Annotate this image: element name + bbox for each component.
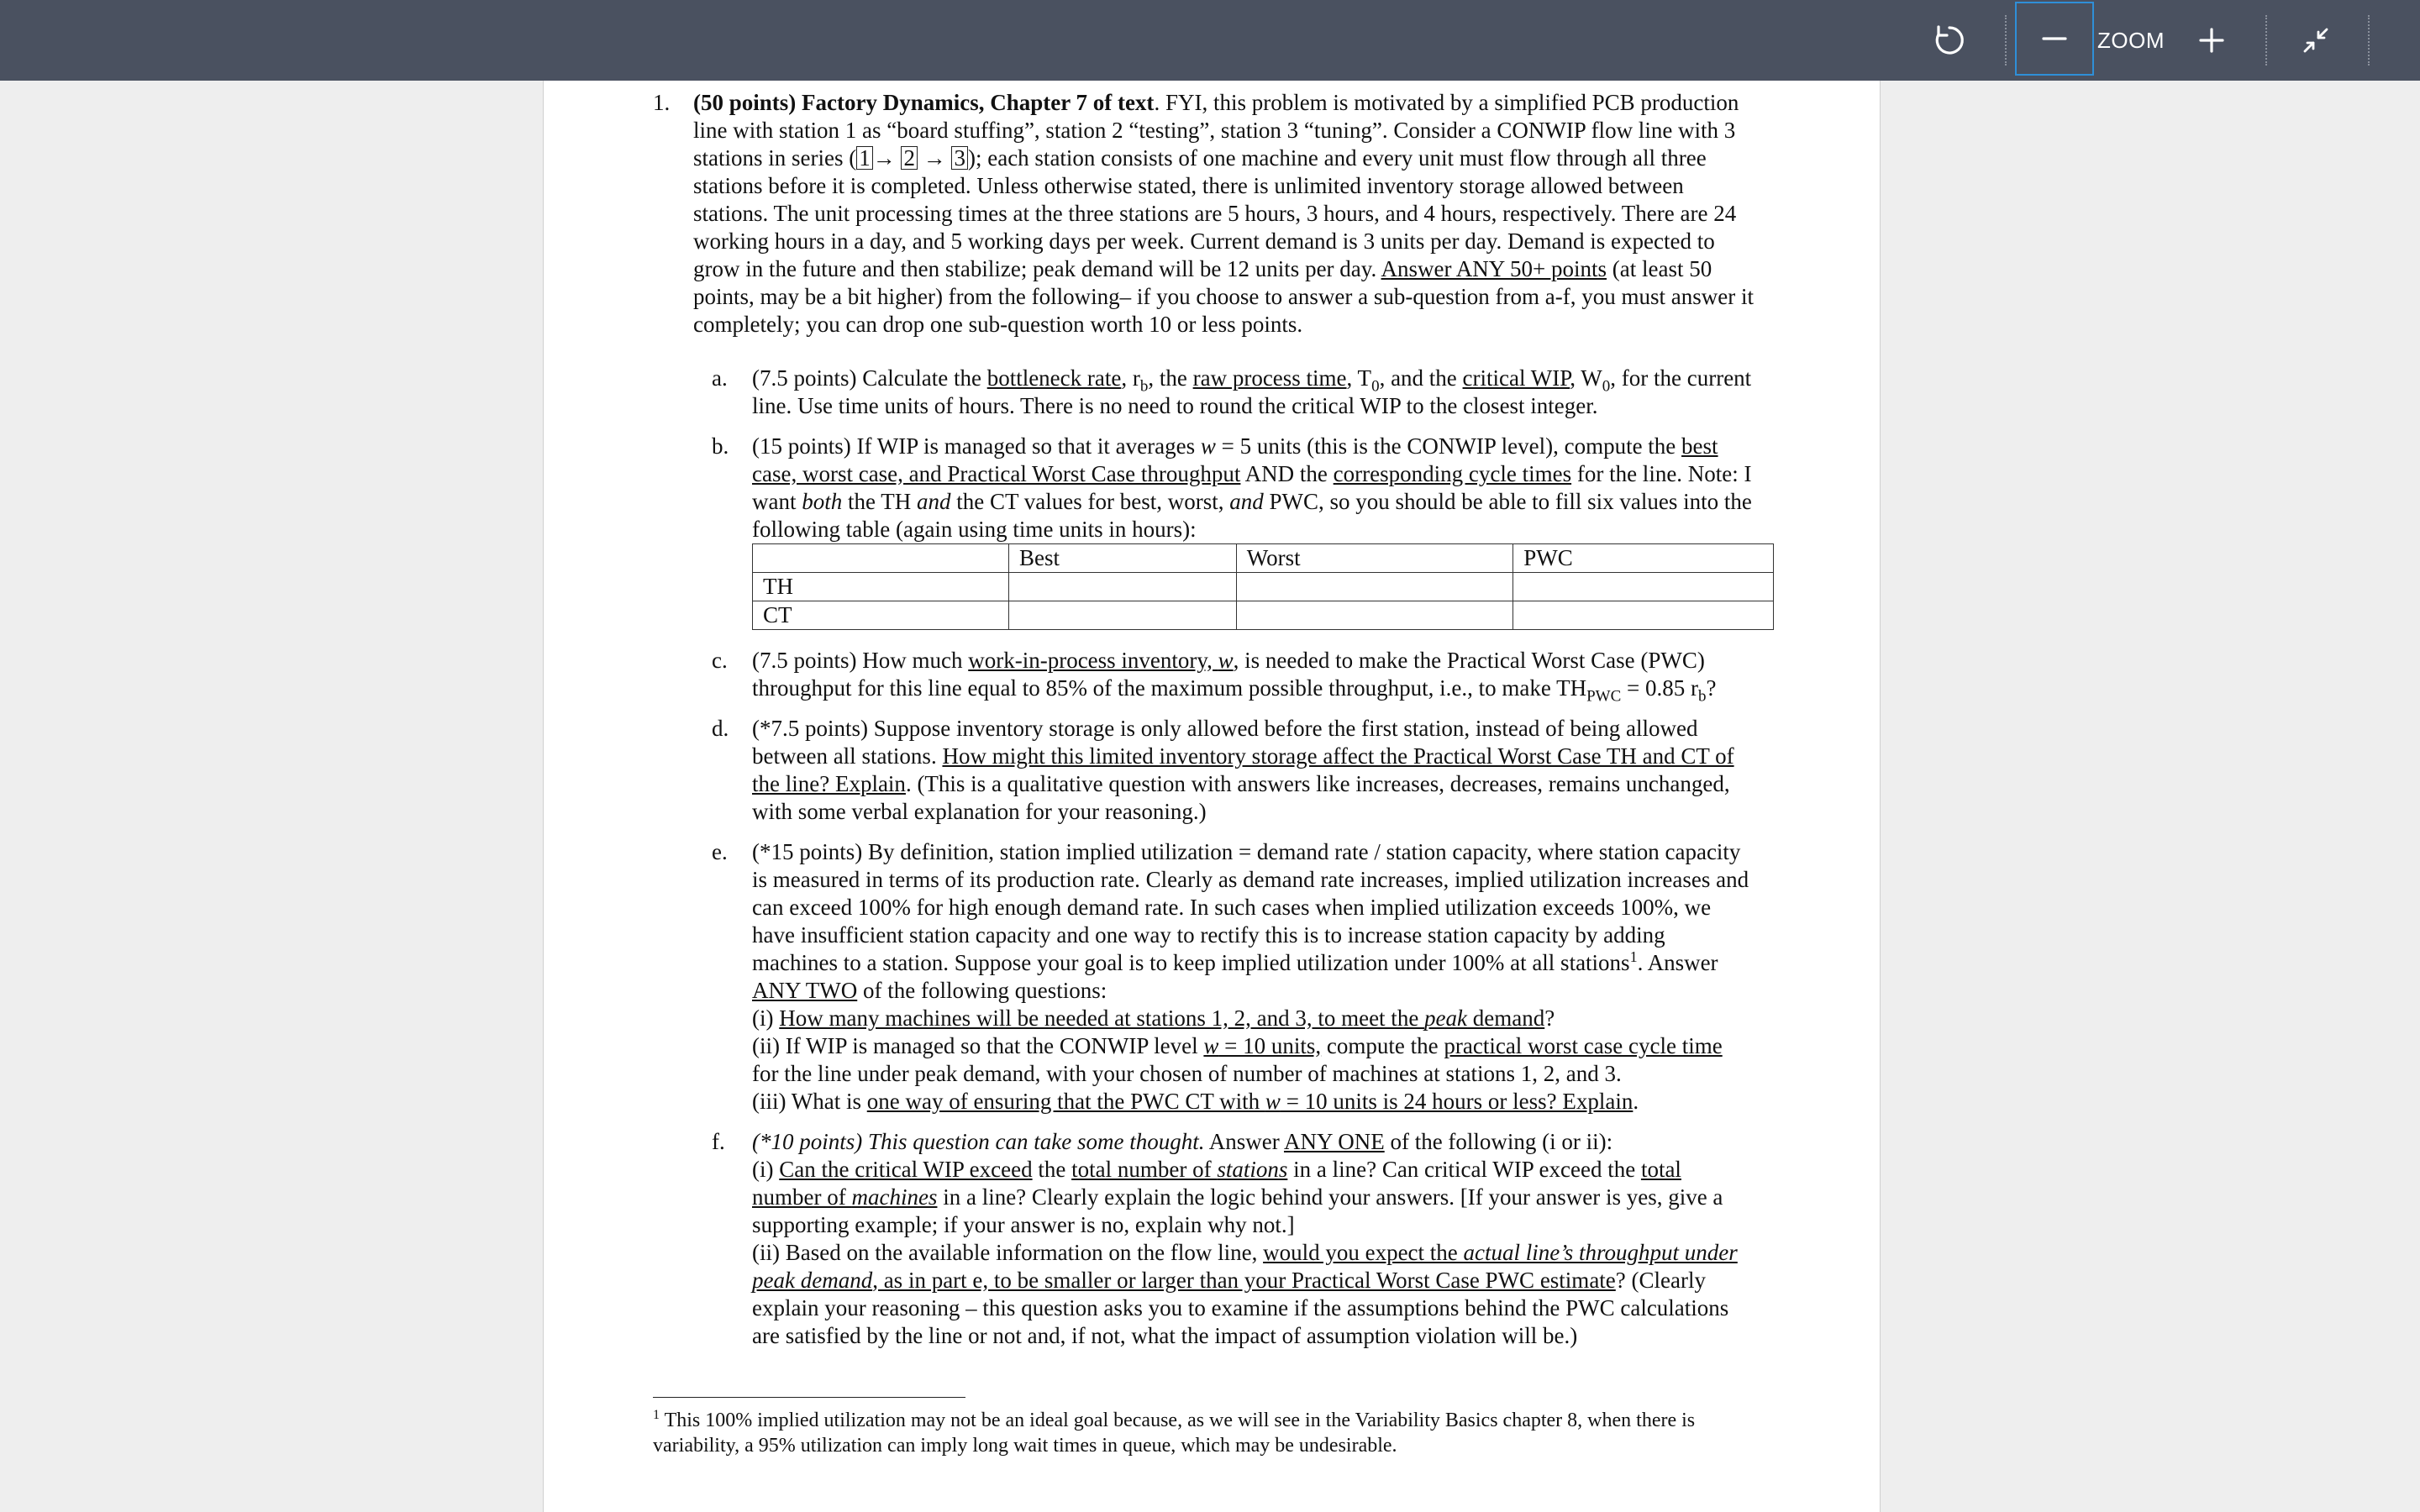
plus-icon — [2197, 26, 2226, 55]
text: (i) — [752, 1005, 780, 1031]
text: , W — [1570, 365, 1602, 391]
text — [968, 648, 1239, 673]
table-header-row — [753, 544, 1774, 573]
text: work-in-process inventory, — [968, 648, 1218, 673]
zoom-in-button[interactable] — [2186, 18, 2237, 62]
arrow: → — [923, 145, 946, 171]
question-text: . FYI, this problem is motivated by a simplified PCB production line with station 1 as “board stuffing”, station 2 “testing”, station 3 “tuning”. Consider a CONWIP flow line with 3 stations in series ( — [693, 90, 1739, 171]
text: demand — [1467, 1005, 1545, 1031]
toolbar-divider — [2005, 15, 2007, 66]
text: . — [1633, 1089, 1639, 1114]
table-cell — [1009, 601, 1237, 630]
text: . (This is a qualitative question with answers like increases, decreases, remains unchanged, with some verbal explanation for your reasoning.) — [752, 771, 1730, 824]
text: best case, worst case, and Practical Worst Case throughput — [752, 433, 1718, 486]
station-box: 2 — [901, 146, 918, 170]
station-box: 3 — [951, 146, 968, 170]
text: raw process time — [1192, 365, 1347, 391]
document-body — [653, 89, 1754, 1350]
subquestion-a — [653, 365, 1754, 420]
text: compute the — [1321, 1033, 1444, 1058]
text: (15 points) If WIP is managed so that it averages — [752, 433, 1201, 459]
text — [867, 1089, 1634, 1114]
text: ? — [1706, 675, 1717, 701]
text: critical WIP — [1462, 365, 1570, 391]
subquestion-c — [653, 647, 1754, 706]
text: (7.5 points) Calculate the — [752, 365, 987, 391]
text: bottleneck rate — [986, 365, 1122, 391]
text: Answer — [1204, 1129, 1284, 1154]
text: machines — [851, 1184, 938, 1210]
reset-button[interactable] — [1924, 18, 1975, 62]
subquestion-label: e. — [712, 839, 728, 864]
text: and — [917, 489, 951, 514]
text: (*15 points) By definition, station implied utilization = demand rate / station capacity, where station capacity is measured in terms of its production rate. Clearly as demand rate increases, implied utilization increases and can exceed 100% for high enough demand rate. In such cases when implied utilization exceeds 100%, we have insufficient station capacity and one way to rectify this is to increase station capacity by adding machines to a station. Suppose your goal is to keep implied utilization under 100% at all stations — [752, 839, 1749, 975]
text: w — [1200, 433, 1216, 459]
text: for the line. Note: I want — [752, 461, 1752, 514]
text: (ii) Based on the available information on the flow line, — [752, 1240, 1264, 1265]
table-cell — [1513, 601, 1774, 630]
text: actual line’s throughput under peak demand — [752, 1240, 1738, 1293]
text: practical worst case cycle time — [1444, 1033, 1723, 1058]
text: one way of ensuring that the PWC CT with — [866, 1089, 1265, 1114]
text: = 5 units (this is the CONWIP level), compute the — [1215, 433, 1682, 459]
subscript: 0 — [1371, 377, 1380, 396]
text: of the following (i or ii): — [1384, 1129, 1613, 1154]
footnote — [653, 1408, 1762, 1458]
text: w — [1203, 1033, 1219, 1058]
text: , for the current line. Use time units of hours. There is no need to round the critical WIP to the closest integer. — [752, 365, 1752, 418]
toolbar-divider — [2265, 15, 2267, 66]
subscript: b — [1698, 687, 1707, 706]
text: How many machines will be needed at stations 1, 2, and 3, to meet the — [779, 1005, 1425, 1031]
text: PWC, so you should be able to fill six values into the following table (again using time units in hours): — [752, 489, 1752, 542]
text: (ii) If WIP is managed so that the CONWIP level — [752, 1033, 1204, 1058]
table-cell: CT — [753, 601, 1009, 630]
footnote-marker: 1 — [1629, 948, 1638, 965]
text: , the — [1148, 365, 1193, 391]
table-cell — [1236, 573, 1512, 601]
text: would you expect the — [1263, 1240, 1464, 1265]
text: = 10 units is 24 hours or less? Explain — [1280, 1089, 1634, 1114]
text: total number of — [1071, 1157, 1218, 1182]
question-number: 1. — [653, 90, 671, 115]
reset-rotate-icon — [1933, 24, 1966, 57]
arrow: → — [872, 145, 896, 171]
text: w — [1218, 648, 1234, 673]
subquestion-d — [653, 715, 1754, 826]
question-instruction: Answer ANY 50+ points — [1381, 256, 1607, 281]
footnote-text: This 100% implied utilization may not be an ideal goal because, as we will see in the Variability Basics chapter 8, when there is variability, a 95% utilization can imply long wait times in queue, which may be undesirable. — [653, 1410, 1696, 1457]
viewer-toolbar — [0, 0, 2420, 81]
text: ? (Clearly explain your reasoning – this question asks you to examine if the assumptions behind the PWC calculations are satisfied by the line or not and, if not, what the impact of assumption violation will be.) — [752, 1268, 1729, 1348]
text: . Answer — [1637, 950, 1718, 975]
subquestion-label: d. — [712, 716, 729, 741]
text: ANY ONE — [1283, 1129, 1385, 1154]
text: , and the — [1379, 365, 1463, 391]
station-box: 1 — [856, 146, 873, 170]
text: w — [1265, 1089, 1281, 1114]
table-cell: TH — [753, 573, 1009, 601]
text: in a line? Can critical WIP exceed the — [1287, 1157, 1641, 1182]
text — [1203, 1033, 1321, 1058]
text: Can the critical WIP exceed — [779, 1157, 1033, 1182]
text: the CT values for best, worst, — [950, 489, 1230, 514]
text: ANY TWO — [752, 978, 858, 1003]
text: AND the — [1240, 461, 1334, 486]
text: , r — [1121, 365, 1140, 391]
table-header-cell: Best — [1009, 544, 1237, 573]
text: , T — [1346, 365, 1372, 391]
text: peak — [1424, 1005, 1468, 1031]
subquestion-label: f. — [712, 1129, 725, 1154]
collapse-arrows-icon — [2300, 24, 2332, 56]
text: is needed to make the Practical Worst Case (PWC) throughput for this line equal to 85% of the maximum possible throughput, i.e., to make TH — [752, 648, 1705, 701]
question-text: ); each station consists of one machine and every unit must flow through all three stations before it is completed. Unless otherwise stated, there is unlimited inventory storage allowed between stations. The unit processing times at the three stations are 5 hours, 3 hours, and 4 hours, respectively. There are 24 working hours in a day, and 5 working days per week. Current demand is 3 units per day. Demand is expected to grow in the future and then stabilize; peak demand will be 12 units per day. — [693, 145, 1737, 281]
text: of the following questions: — [857, 978, 1107, 1003]
zoom-out-button[interactable] — [2015, 2, 2094, 76]
text: for the line under peak demand, with your chosen of number of machines at stations 1, 2, and 3. — [752, 1061, 1622, 1086]
question-text: (at least 50 points, may be a bit higher) from the following– if you choose to answer a sub-question from a-f, you must answer it completely; you can drop one sub-question worth 10 or less points. — [693, 256, 1754, 337]
text: ? — [1544, 1005, 1555, 1031]
text: total number of — [752, 1157, 1681, 1210]
text: (*10 points) This question can take some thought. — [752, 1129, 1205, 1154]
text: the — [1032, 1157, 1072, 1182]
table-header-cell: PWC — [1513, 544, 1774, 573]
text: (iii) What is — [752, 1089, 867, 1114]
table-cell — [1009, 573, 1237, 601]
text: = 10 units, — [1218, 1033, 1322, 1058]
subscript: PWC — [1586, 687, 1622, 706]
subquestion-label: a. — [712, 365, 728, 391]
text: (*7.5 points) Suppose inventory storage is only allowed before the first station, instead of being allowed between all stations. — [752, 716, 1698, 769]
table-row — [753, 601, 1774, 630]
text: and — [1229, 489, 1264, 514]
text: How might this limited inventory storage affect the Practical Worst Case TH and CT of the line? Explain — [752, 743, 1734, 796]
footnote-divider — [653, 1397, 965, 1398]
subquestion-label: b. — [712, 433, 729, 459]
text: (7.5 points) How much — [752, 648, 969, 673]
table-header-cell: Worst — [1236, 544, 1512, 573]
results-table — [752, 543, 1774, 630]
text: corresponding cycle times — [1333, 461, 1572, 486]
toolbar-divider — [2368, 15, 2370, 66]
subquestion-label: c. — [712, 648, 728, 673]
text: = 0.85 r — [1621, 675, 1699, 701]
subscript: 0 — [1602, 377, 1611, 396]
text: stations — [1217, 1157, 1288, 1182]
text: the TH — [842, 489, 917, 514]
subquestion-e — [653, 838, 1754, 1116]
table-cell — [1513, 573, 1774, 601]
subscript: b — [1139, 377, 1149, 396]
text — [779, 1005, 1544, 1031]
subquestion-f — [653, 1128, 1754, 1350]
text: both — [802, 489, 843, 514]
collapse-button[interactable] — [2291, 18, 2341, 62]
table-header-cell — [753, 544, 1009, 573]
zoom-label: ZOOM — [2097, 28, 2165, 53]
subquestion-b — [653, 433, 1754, 630]
table-row — [753, 573, 1774, 601]
text: , as in part e, to be smaller or larger than your Practical Worst Case PWC estimate — [872, 1268, 1616, 1293]
footnote-marker: 1 — [653, 1408, 660, 1422]
question-1 — [653, 89, 1754, 339]
document-page — [543, 81, 1881, 1512]
text: in a line? Clearly explain the logic behind your answers. [If your answer is yes, give a supporting example; if your answer is no, explain why not.] — [752, 1184, 1723, 1237]
text: , — [1233, 648, 1239, 673]
table-cell — [1236, 601, 1512, 630]
text — [1071, 1157, 1287, 1182]
question-title: (50 points) Factory Dynamics, Chapter 7 of text — [693, 90, 1155, 115]
minus-icon — [2040, 24, 2069, 53]
text: (i) — [752, 1157, 780, 1182]
